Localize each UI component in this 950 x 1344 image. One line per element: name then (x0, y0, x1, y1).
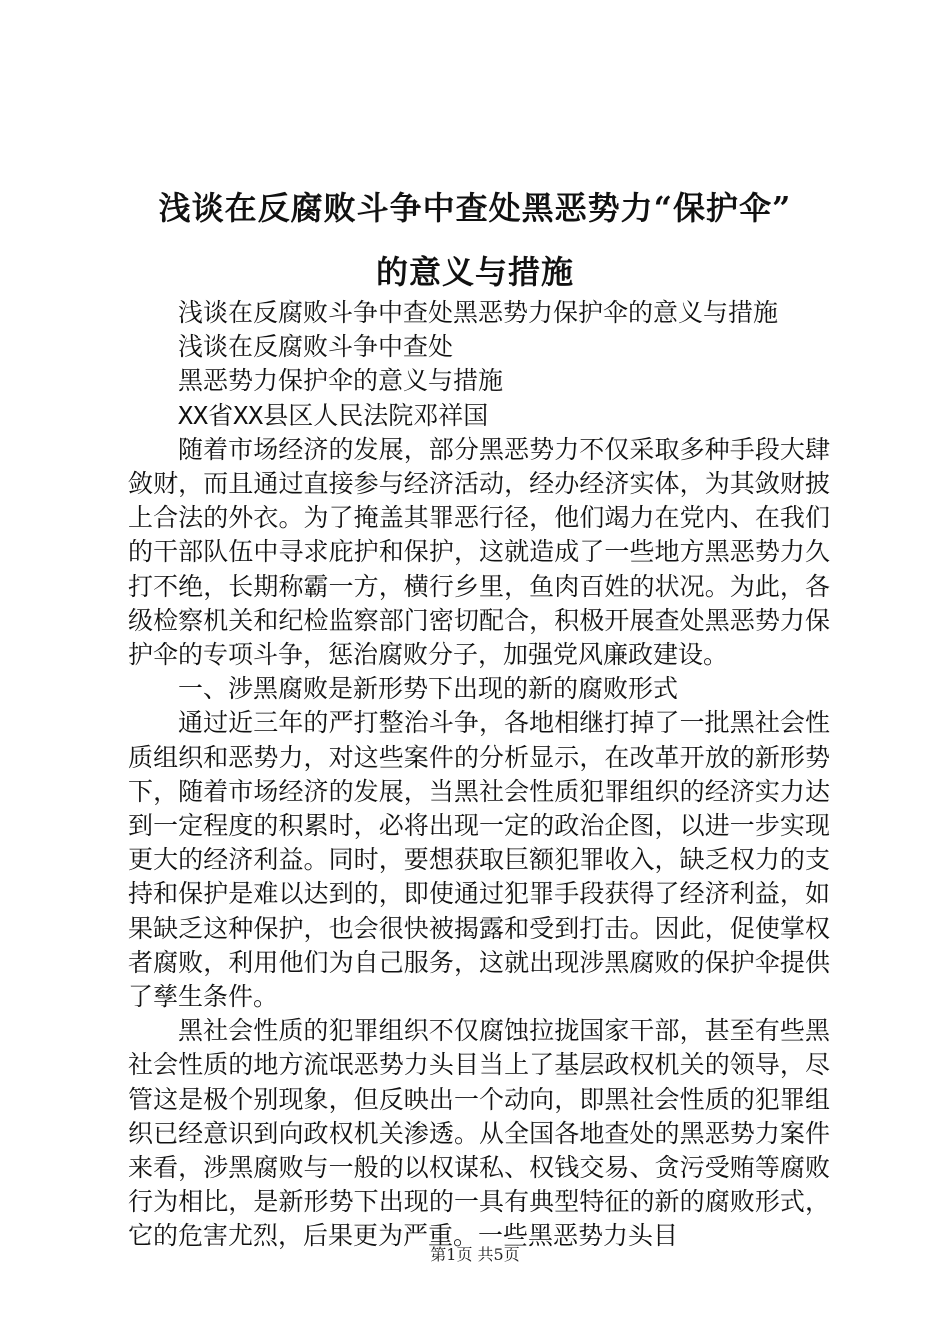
paragraph-intro: 随着市场经济的发展，部分黑恶势力不仅采取多种手段大肆敛财，而且通过直接参与经济活动，经办经济实体，为其敛财披上合法的外衣。为了掩盖其罪恶行径，他们竭力在党内、在我们的干部队伍中寻求庇护和保护，这就造成了一些地方黑恶势力久打不绝，长期称霸一方，横行乡里，鱼肉百姓的状况。为此，各级检察机关和纪检监察部门密切配合，积极开展查处黑恶势力保护伞的专项斗争，惩治腐败分子，加强党风廉政建设。 (128, 434, 830, 670)
author-line: XX省XX县区人民法院邓祥国 (178, 400, 489, 430)
paragraph-3: 黑社会性质的犯罪组织不仅腐蚀拉拢国家干部，甚至有些黑社会性质的地方流氓恶势力头目当上了基层政权机关的领导，尽管这是极个别现象，但反映出一个动向，即黑社会性质的犯罪组织已经意识到向政权机关渗透。从全国各地查处的黑恶势力案件来看，涉黑腐败与一般的以权谋私、权钱交易、贪污受贿等腐败行为相比，是新形势下出现的一具有典型特征的新的腐败形式，它的危害尤烈，后果更为严重。一些黑恶势力头目 (128, 1016, 830, 1251)
document-body (128, 296, 830, 1254)
subtitle-full: 浅谈在反腐败斗争中查处黑恶势力保护伞的意义与措施 (178, 298, 779, 327)
document-title-line-2: 的意义与措施 (375, 253, 574, 291)
document-title-line-1: 浅谈在反腐败斗争中查处黑恶势力“保护伞” (158, 189, 792, 227)
subtitle-part-2: 黑恶势力保护伞的意义与措施 (178, 366, 504, 396)
page-footer: 第1页 共5页 (430, 1245, 520, 1264)
subtitle-part-1: 浅谈在反腐败斗争中查处 (178, 332, 454, 362)
paragraph-2: 通过近三年的严打整治斗争，各地相继打掉了一批黑社会性质组织和恶势力，对这些案件的分析显示，在改革开放的新形势下，随着市场经济的发展，当黑社会性质犯罪组织的经济实力达到一定程度的积累时，必将出现一定的政治企图，以进一步实现更大的经济利益。同时，要想获取巨额犯罪收入，缺乏权力的支持和保护是难以达到的，即使通过犯罪手段获得了经济利益，如果缺乏这种保护，也会很快被揭露和受到打击。因此，促使掌权者腐败，利用他们为自己服务，这就出现涉黑腐败的保护伞提供了孳生条件。 (128, 708, 830, 1012)
section-heading-1: 一、涉黑腐败是新形势下出现的新的腐败形式 (178, 674, 679, 704)
